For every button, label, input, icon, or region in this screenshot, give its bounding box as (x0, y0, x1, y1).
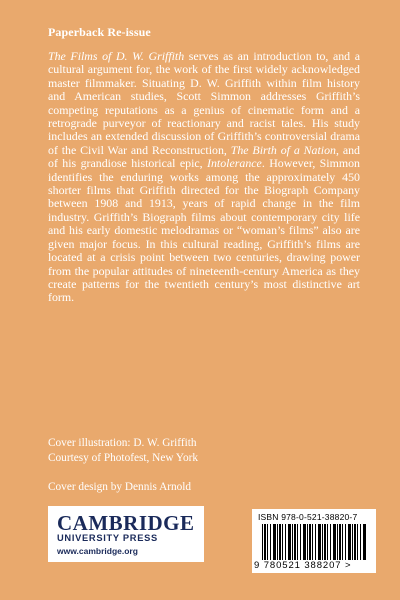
film-title-intolerance: Intolerance (207, 156, 262, 171)
courtesy-credit: Courtesy of Photofest, New York (48, 452, 198, 464)
illustration-credit: Cover illustration: D. W. Griffith (48, 437, 197, 449)
isbn-barcode (252, 509, 376, 573)
publisher-url: www.cambridge.org (57, 546, 138, 556)
book-description (48, 50, 360, 305)
publisher-logo (48, 506, 204, 562)
film-title-birth-of-a-nation: The Birth of a Nation (230, 142, 336, 157)
barcode-digits: 9 780521 388207 > (254, 560, 352, 571)
description-text: . However, Simmon identifies the enduring works among the approximately 450 shorter films that Griffith directed for the Biograph Company between 1908 and 1913, years of rapid change in the film industry. Griffith’s Biograph films about contemporary city life and his early domestic melodramas or “woman’s films” also are given major focus. In this cultural reading, Griffith’s films are located at a crisis point between two centuries, drawing power from the popular attitudes of nineteenth-century America as they create patterns for the twentieth century’s most distinctive art form. (48, 156, 360, 305)
isbn-number: ISBN 978-0-521-38820-7 (258, 512, 358, 522)
cover-credits (48, 436, 198, 466)
publisher-name: CAMBRIDGE (57, 511, 195, 535)
description-text: serves as an introduction to, and a cultural argument for, the work of the first widely acknowledged master filmmaker. Situating D. W. Griffith within film history and American studies, Scott Simmon addresses Griffith’s competing reputations as a genius of cinematic form and a retrograde purveyor of reactionary and racist tales. His study includes an extended discussion of Griffith’s controversial drama of the Civil War and Reconstruction, (48, 49, 360, 157)
design-credit: Cover design by Dennis Arnold (48, 481, 192, 493)
book-title: The Films of D. W. Griffith (48, 49, 185, 63)
description-text: , and of his grandiose historical epic, (48, 142, 360, 171)
publisher-subname: UNIVERSITY PRESS (57, 533, 158, 543)
barcode-bars (262, 524, 366, 560)
reissue-label: Paperback Re-issue (48, 25, 151, 39)
